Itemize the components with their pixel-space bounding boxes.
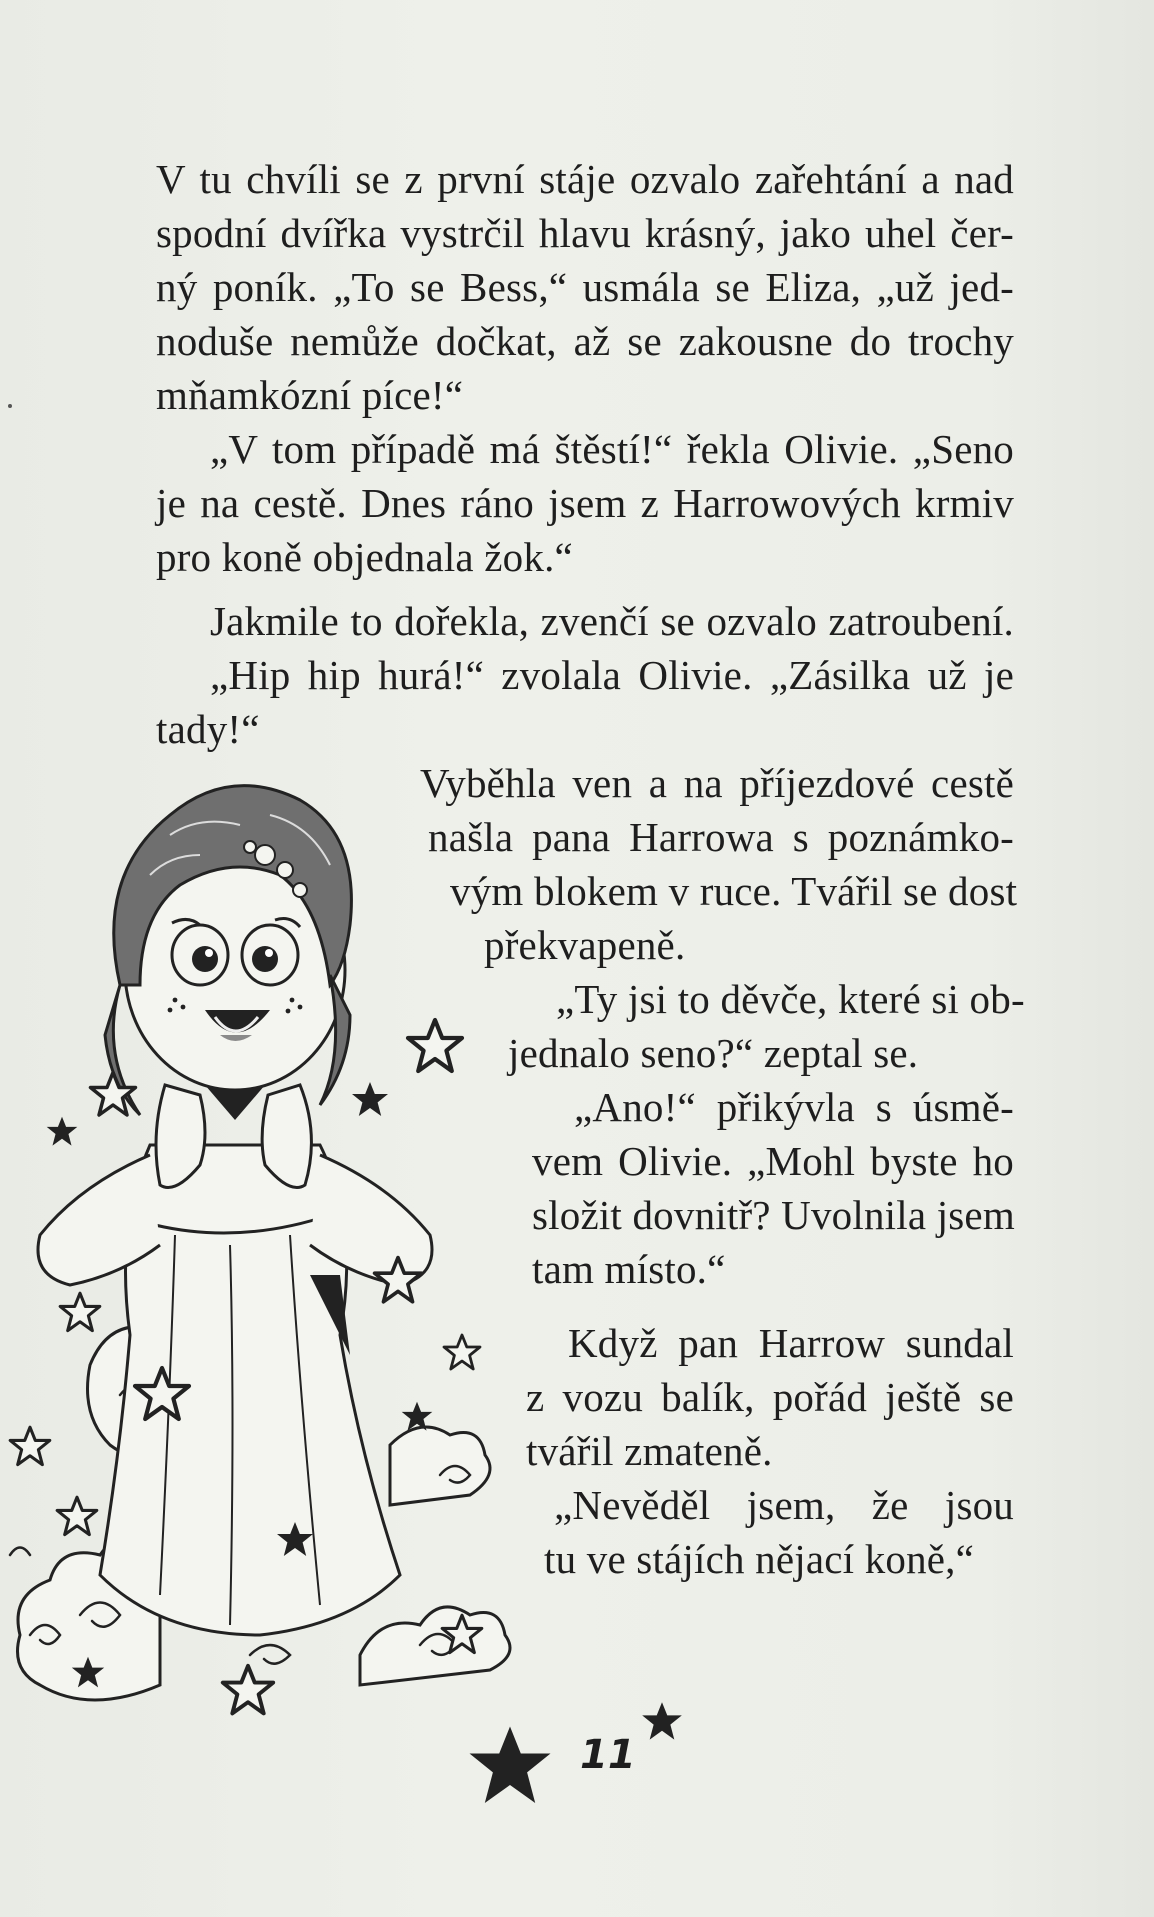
text-line: „Nevěděl jsem, že jsou <box>554 1482 1014 1528</box>
girl-in-nightgown-with-stars-illustration <box>0 755 560 1755</box>
text-line: „Hip hip hurá!“ zvolala Olivie. „Zásilka už je <box>210 652 1014 698</box>
text-line: Jakmile to dořekla, zvenčí se ozvalo zatroubení. <box>210 598 1014 644</box>
text-line: jednalo seno?“ zeptal se. <box>508 1030 919 1076</box>
text-line: složit dovnitř? Uvolnila jsem <box>532 1192 1015 1238</box>
text-line: mňamkózní píce!“ <box>156 372 464 418</box>
text-line: „Ty jsi to děvče, které si ob- <box>556 976 1025 1022</box>
text-line: tvářil zmateně. <box>526 1428 773 1474</box>
text-line: spodní dvířka vystrčil hlavu krásný, jako uhel čer- <box>156 210 1014 256</box>
text-line: tady!“ <box>156 706 260 752</box>
text-line: je na cestě. Dnes ráno jsem z Harrowových krmiv <box>156 480 1014 526</box>
text-line: tam místo.“ <box>532 1246 726 1292</box>
text-line: našla pana Harrowa s poznámko- <box>428 814 1014 860</box>
text-line: překvapeně. <box>484 922 686 968</box>
text-line: „V tom případě má štěstí!“ řekla Olivie. „Seno <box>210 426 1014 472</box>
text-line: Když pan Harrow sundal <box>568 1320 1014 1366</box>
text-line: ný poník. „To se Bess,“ usmála se Eliza, „už jed- <box>156 264 1014 310</box>
text-line: tu ve stájích nějací koně,“ <box>544 1536 975 1582</box>
text-line: „Ano!“ přikývla s úsmě- <box>574 1084 1014 1130</box>
small-star-icon <box>640 1700 684 1744</box>
text-line: vým blokem v ruce. Tvářil se dost <box>450 868 1018 914</box>
text-line: vem Olivie. „Mohl byste ho <box>532 1138 1014 1184</box>
text-line: V tu chvíli se z první stáje ozvalo zařehtání a nad <box>156 156 1014 202</box>
text-line: Vyběhla ven a na příjezdové cestě <box>420 760 1014 806</box>
edge-speck <box>8 404 12 408</box>
large-star-icon <box>462 1722 558 1812</box>
text-line: noduše nemůže dočkat, až se zakousne do trochy <box>156 318 1014 364</box>
page-number: 11 <box>580 1732 636 1778</box>
text-line: z vozu balík, pořád ještě se <box>526 1374 1014 1420</box>
text-line: pro koně objednala žok.“ <box>156 534 573 580</box>
